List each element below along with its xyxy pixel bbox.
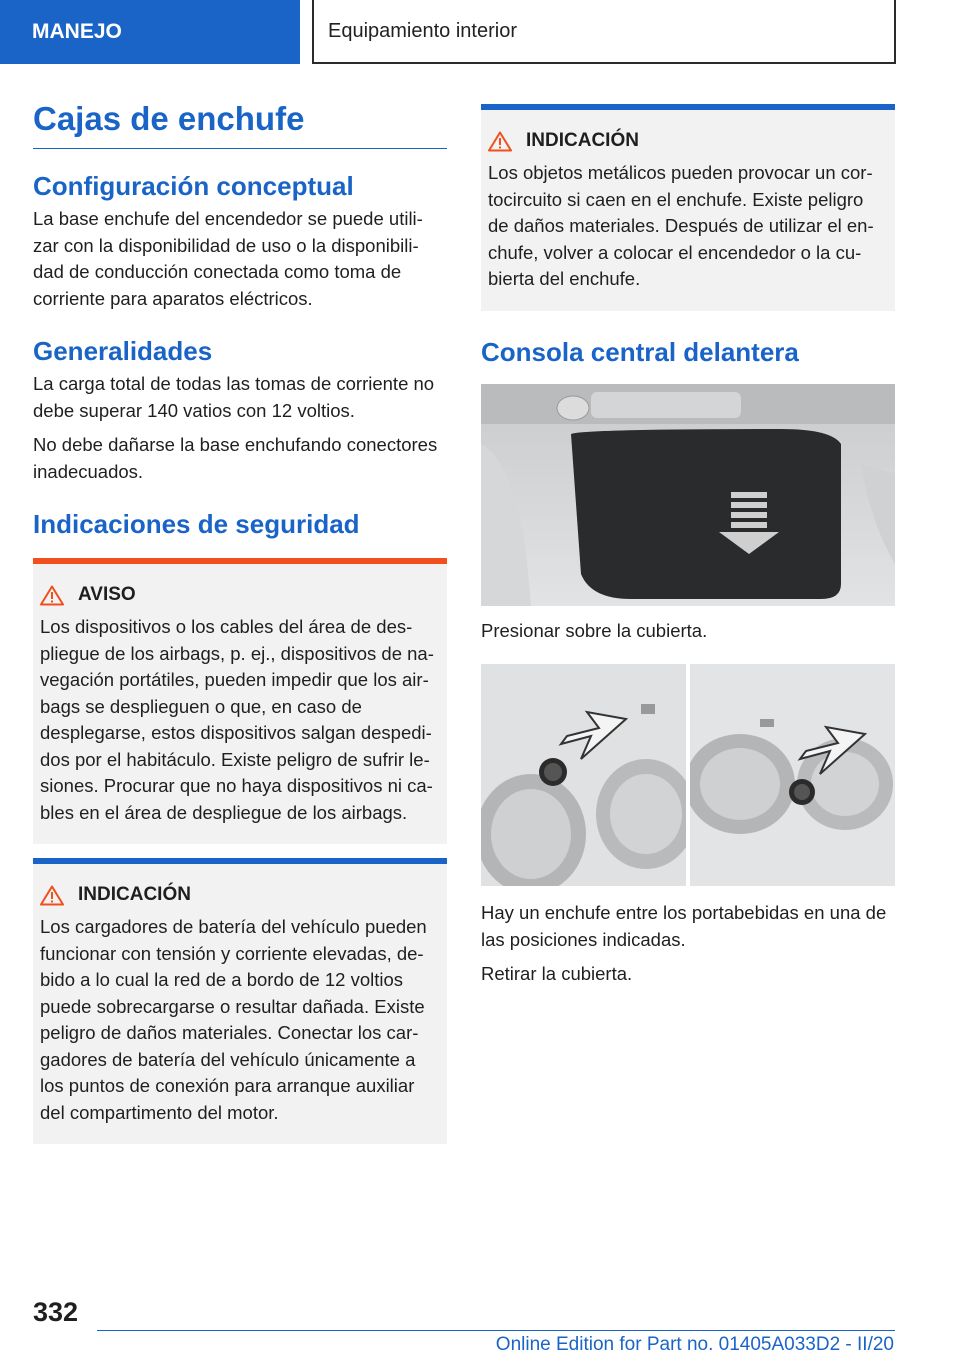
page-title: Cajas de enchufe: [33, 100, 447, 149]
console-cover-photo: [481, 384, 895, 606]
warning-title: AVISO: [78, 584, 136, 605]
socket-positions-photos: [481, 664, 895, 886]
general-paragraph-2: No debe dañarse la base enchufando conectores inadecuados.: [33, 434, 438, 482]
socket-photo-left: [481, 664, 686, 886]
right-column: [481, 104, 895, 988]
caption-remove-cover: Retirar la cubierta.: [481, 963, 633, 984]
note-box-battery: [33, 858, 447, 1144]
note-box-short-circuit: [481, 104, 895, 311]
warning-triangle-icon: [488, 131, 512, 152]
console-heading: Consola central delantera: [481, 336, 799, 367]
concept-paragraph: La base enchufe del encendedor se puede utili-zar con la disponibilidad de uso o la disponibili-dad de conducción conectada como toma de corriente para aparatos eléctricos.: [33, 208, 423, 309]
note-text: Los objetos metálicos pueden provocar un cor-tocircuito si caen en el enchufe. Existe peligro de daños materiales. Después de utilizar el en-chufe, volver a colocar el encendedor o la cu-bierta del enchufe.: [488, 162, 874, 289]
warning-triangle-icon: [40, 585, 64, 606]
chapter-tab: [0, 0, 300, 64]
warning-box: [33, 558, 447, 844]
footer-divider: [97, 1330, 895, 1331]
warning-triangle-icon: [40, 885, 64, 906]
safety-heading: Indicaciones de seguridad: [33, 509, 360, 539]
left-column: [33, 100, 447, 1144]
caption-socket-positions: Hay un enchufe entre los portabebidas en una de las posiciones indicadas.: [481, 902, 887, 950]
general-paragraph-1: La carga total de todas las tomas de corriente no debe superar 140 vatios con 12 voltios.: [33, 373, 435, 421]
socket-photo-right: [690, 664, 895, 886]
warning-text: Los dispositivos o los cables del área de des-pliegue de los airbags, p. ej., dispositivos de na-vegación portátiles, pueden impedir que los air-bags se desplieguen o que, en caso de desplegarse, estos dispositivos salgan despedi-dos por el habitáculo. Existe peligro de sufrir le-siones. Procurar que no haya dispositivos ni ca-bles en el área de despliegue de los airbags.: [40, 616, 434, 823]
page-number: 332: [33, 1297, 79, 1327]
note-title: INDICACIÓN: [526, 130, 639, 151]
chapter-label: MANEJO: [32, 20, 122, 43]
section-label: Equipamiento interior: [328, 19, 517, 42]
section-header: [312, 0, 896, 64]
caption-press-cover: Presionar sobre la cubierta.: [481, 619, 708, 641]
general-heading: Generalidades: [33, 336, 213, 366]
concept-heading: Configuración conceptual: [33, 171, 354, 201]
edition-footer: Online Edition for Part no. 01405A033D2 - II/20: [495, 1334, 894, 1355]
note-text: Los cargadores de batería del vehículo pueden funcionar con tensión y corriente elevadas, de-bido a lo cual la red de a bordo de 12 voltios puede sobrecargarse o resultar dañada. Existe peligro de daños materiales. Conectar los car-gadores de batería del vehículo únicamente a los puntos de conexión para arranque auxiliar del compartimento del motor.: [40, 916, 427, 1123]
note-title: INDICACIÓN: [78, 884, 191, 905]
